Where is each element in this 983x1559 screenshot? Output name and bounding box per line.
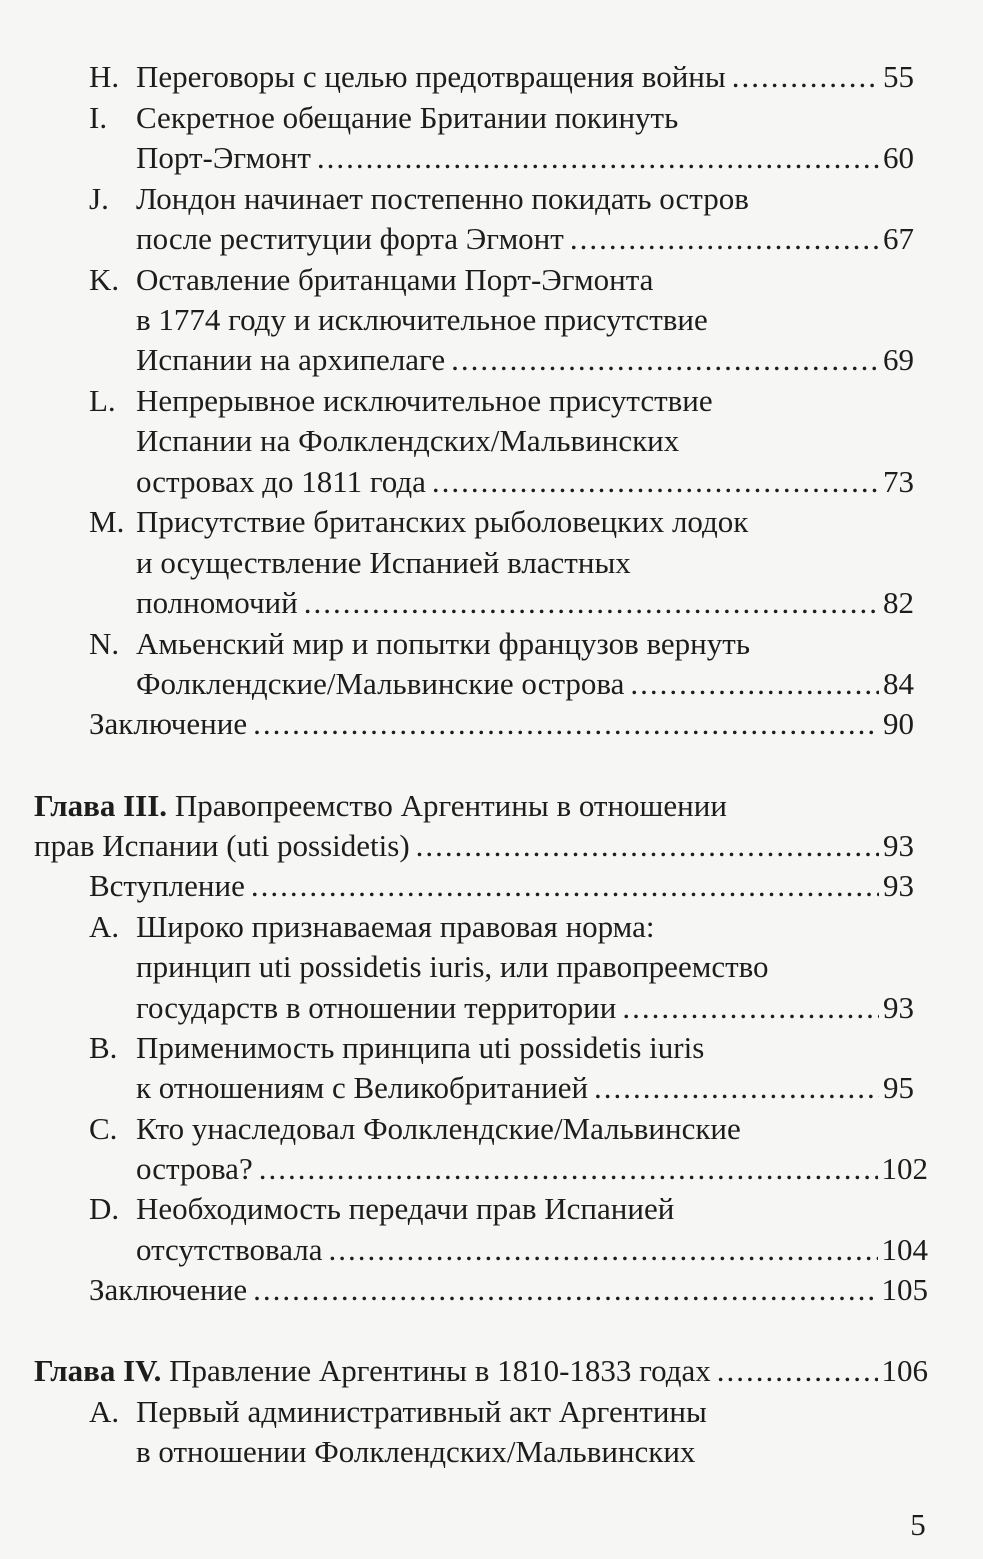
- entry-text: Применимость принципа uti possidetis iuris: [136, 1030, 705, 1065]
- page-number: 90: [883, 706, 914, 741]
- entry-label: D.: [89, 1191, 120, 1226]
- entry-text: Кто унаследовал Фолклендские/Мальвинские: [136, 1111, 741, 1146]
- page-number: 93: [883, 868, 914, 903]
- entry-text: и осуществление Испанией властных: [136, 545, 631, 580]
- entry-text: Вступление: [89, 868, 245, 903]
- entry-label: B.: [89, 1030, 118, 1065]
- entry-text: отсутствовала: [136, 1232, 323, 1267]
- entry-text: полномочий: [136, 585, 298, 620]
- leader-dots: [259, 1149, 878, 1189]
- page-number: 55: [883, 59, 914, 94]
- page-number: 84: [883, 666, 914, 701]
- entry-label: I.: [89, 100, 108, 135]
- entry-text: Секретное обещание Британии покинуть: [136, 100, 679, 135]
- page-number: 67: [883, 221, 914, 256]
- chapter-label: Глава IV.: [34, 1353, 162, 1388]
- entry-text: Лондон начинает постепенно покидать остров: [136, 181, 749, 216]
- entry-text: островах до 1811 года: [136, 464, 426, 499]
- entry-label: C.: [89, 1111, 118, 1146]
- entry-label: A.: [89, 1394, 120, 1429]
- page-number: 106: [881, 1353, 928, 1388]
- entry-text: Фолклендские/Мальвинские острова: [136, 666, 625, 701]
- entry-text: Амьенский мир и попытки французов вернуть: [136, 626, 750, 661]
- leader-dots: [432, 462, 879, 502]
- leader-dots: [570, 219, 879, 259]
- chapter-title: Правопреемство Аргентины в отношении: [174, 788, 727, 823]
- leader-dots: [630, 664, 879, 704]
- page-number: 93: [883, 990, 914, 1025]
- entry-label: A.: [89, 909, 120, 944]
- entry-text: Заключение: [89, 1272, 248, 1307]
- page-number: 93: [883, 828, 914, 863]
- leader-dots: [304, 583, 879, 623]
- chapter-title: Правление Аргентины в 1810-1833 годах: [169, 1353, 711, 1388]
- entry-text: в 1774 году и исключительное присутствие: [136, 302, 708, 337]
- page-number: 82: [883, 585, 914, 620]
- entry-text: Присутствие британских рыболовецких лодок: [136, 504, 749, 539]
- leader-dots: [594, 1068, 879, 1108]
- entry-text: Необходимость передачи прав Испанией: [136, 1191, 675, 1226]
- leader-dots: [717, 1351, 878, 1391]
- page-number: 60: [883, 140, 914, 175]
- entry-text: Непрерывное исключительное присутствие: [136, 383, 713, 418]
- page-number: 102: [881, 1151, 928, 1186]
- entry-text: Порт-Эгмонт: [136, 140, 311, 175]
- entry-label: H.: [89, 59, 120, 94]
- leader-dots: [416, 826, 879, 866]
- entry-text: Переговоры с целью предотвращения войны: [136, 59, 726, 94]
- entry-label: K.: [89, 262, 120, 297]
- chapter-title: прав Испании (uti possidetis): [34, 828, 410, 863]
- page-number: 95: [883, 1070, 914, 1105]
- entry-label: L.: [89, 383, 116, 418]
- entry-label: J.: [89, 181, 109, 216]
- page-number: 105: [881, 1272, 928, 1307]
- leader-dots: [253, 1270, 877, 1310]
- entry-text: острова?: [136, 1151, 253, 1186]
- entry-text: после реституции форта Эгмонт: [136, 221, 564, 256]
- entry-text: Испании на архипелаге: [136, 342, 446, 377]
- page-number: 104: [881, 1232, 928, 1267]
- chapter-label: Глава III.: [34, 788, 168, 823]
- entry-text: принцип uti possidetis iuris, или правопреемство: [136, 949, 769, 984]
- page-number-folio: 5: [910, 1507, 926, 1542]
- page-number: 69: [883, 342, 914, 377]
- leader-dots: [732, 57, 879, 97]
- leader-dots: [251, 866, 879, 906]
- entry-text: Первый административный акт Аргентины: [136, 1394, 707, 1429]
- entry-text: Широко признаваемая правовая норма:: [136, 909, 655, 944]
- entry-label: M.: [89, 504, 125, 539]
- leader-dots: [622, 988, 879, 1028]
- leader-dots: [317, 138, 879, 178]
- entry-text: Оставление британцами Порт-Эгмонта: [136, 262, 654, 297]
- leader-dots: [329, 1230, 878, 1270]
- leader-dots: [451, 340, 879, 380]
- entry-text: в отношении Фолклендских/Мальвинских: [136, 1434, 696, 1469]
- entry-text: Заключение: [89, 706, 248, 741]
- entry-label: N.: [89, 626, 120, 661]
- page-number: 73: [883, 464, 914, 499]
- entry-text: к отношениям с Великобританией: [136, 1070, 589, 1105]
- entry-text: Испании на Фолклендских/Мальвинских: [136, 423, 680, 458]
- leader-dots: [253, 704, 879, 744]
- entry-text: государств в отношении территории: [136, 990, 617, 1025]
